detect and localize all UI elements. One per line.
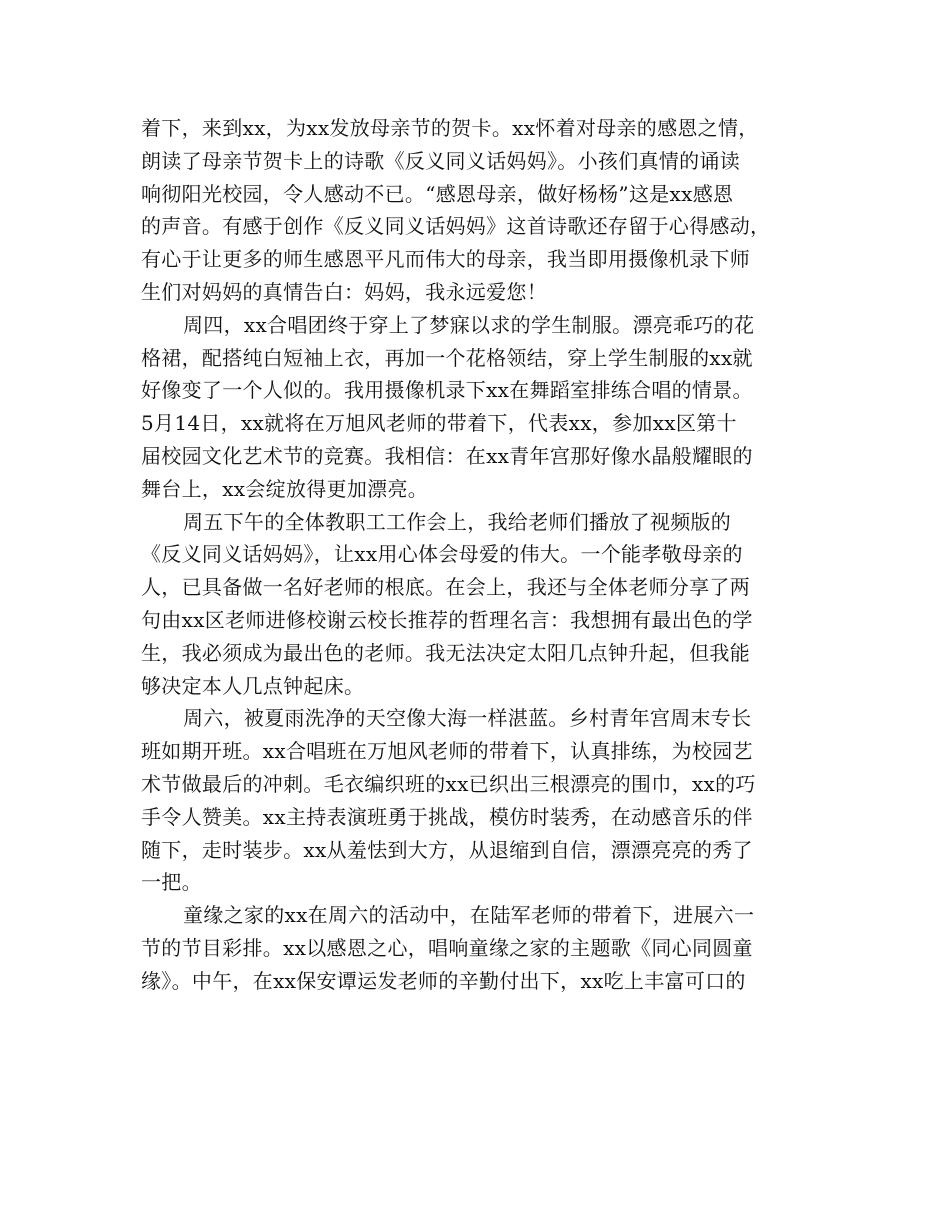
text-line: 随下，走时装步。xx从羞怯到大方，从退缩到自信，漂漂亮亮的秀了: [141, 837, 753, 862]
text-line: 班如期开班。xx合唱班在万旭风老师的带着下，认真排练，为校园艺: [141, 739, 753, 764]
text-line: 够决定本人几点钟起床。: [141, 673, 365, 698]
paragraph-first-line: 童缘之家的xx在周六的活动中，在陆军老师的带着下，进展六一: [183, 903, 755, 928]
text-line: 着下，来到xx，为xx发放母亲节的贺卡。xx怀着对母亲的感恩之情，: [141, 116, 759, 140]
document-body: [141, 112, 831, 998]
text-line: 届校园文化艺术节的竞赛。我相信：在xx青年宫那好像水晶般耀眼的: [141, 443, 753, 468]
text-line: 一把。: [141, 870, 202, 895]
text-line: 缘》。中午，在xx保安谭运发老师的辛勤付出下，xx吃上丰富可口的: [141, 968, 746, 993]
text-line: 生们对妈妈的真情告白：妈妈，我永远爱您！: [141, 279, 547, 304]
text-line: 舞台上，xx会绽放得更加漂亮。: [141, 476, 429, 501]
text-line: 格裙，配搭纯白短袖上衣，再加一个花格领结，穿上学生制服的xx就: [141, 345, 753, 370]
text-line: 手令人赞美。xx主持表演班勇于挑战，模仿时装秀，在动感音乐的伴: [141, 804, 753, 829]
text-line: 句由xx区老师进修校谢云校长推荐的哲理名言：我想拥有最出色的学: [141, 607, 753, 632]
text-line: 的声音。有感于创作《反义同义话妈妈》这首诗歌还存留于心得感动，: [141, 214, 771, 239]
text-line: 好像变了一个人似的。我用摄像机录下xx在舞蹈室排练合唱的情景。: [141, 378, 753, 403]
text-line: 《反义同义话妈妈》，让xx用心体会母爱的伟大。一个能孝敬母亲的: [141, 542, 743, 567]
paragraph-first-line: 周四，xx合唱团终于穿上了梦寐以求的学生制服。漂亮乖巧的花: [183, 312, 755, 337]
text-line: 响彻阳光校园，令人感动不已。“感恩母亲，做好杨杨”这是xx感恩: [141, 181, 734, 206]
text-line: 生，我必须成为最出色的老师。我无法决定太阳几点钟升起，但我能: [141, 640, 750, 665]
paragraph-first-line: 周五下午的全体教职工工作会上，我给老师们播放了视频版的: [183, 509, 732, 534]
text-line: 有心于让更多的师生感恩平凡而伟大的母亲，我当即用摄像机录下师: [141, 247, 750, 272]
paragraph-first-line: 周六，被夏雨洗净的天空像大海一样湛蓝。乡村青年宫周末专长: [183, 706, 752, 731]
text-line: 人，已具备做一名好老师的根底。在会上，我还与全体老师分享了两: [141, 575, 750, 600]
text-line: 朗读了母亲节贺卡上的诗歌《反义同义话妈妈》。小孩们真情的诵读: [141, 148, 740, 173]
text-line: 术节做最后的冲刺。毛衣编织班的xx已织出三根漂亮的围巾，xx的巧: [141, 771, 756, 796]
text-line: 5月14日，xx就将在万旭风老师的带着下，代表xx，参加xx区第十: [141, 411, 737, 436]
text-line: 节的节目彩排。xx以感恩之心，唱响童缘之家的主题歌《同心同圆童: [141, 935, 753, 960]
